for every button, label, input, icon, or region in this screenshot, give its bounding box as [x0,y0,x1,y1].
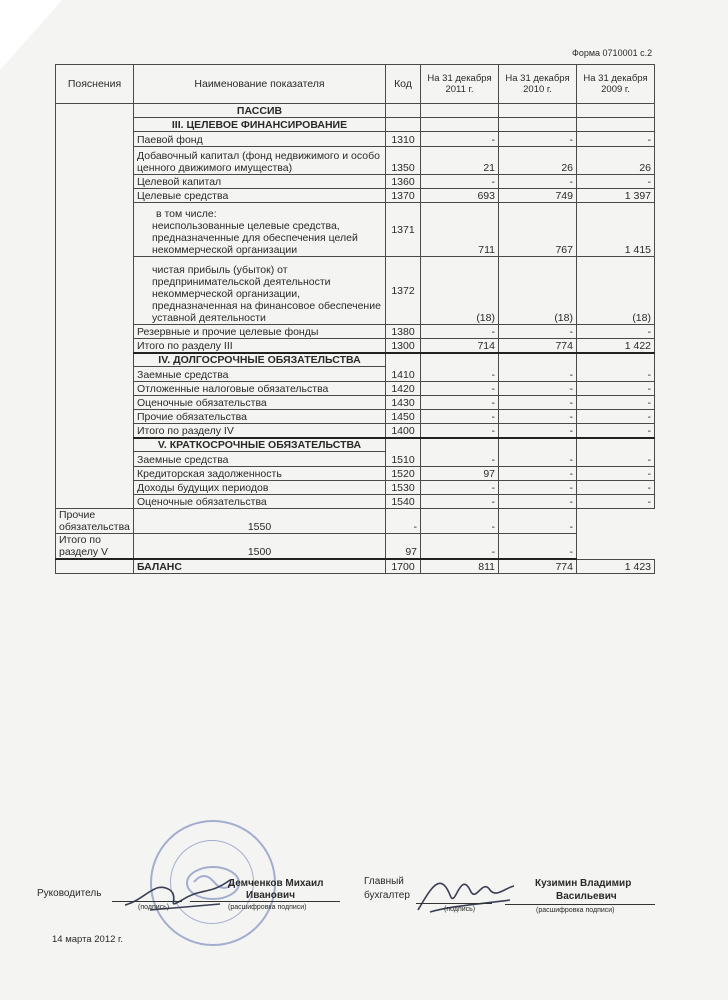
row-value-2011: - [421,495,499,509]
row-name: Отложенные налоговые обязательства [134,382,386,396]
row-name: Резервные и прочие целевые фонды [134,325,386,339]
director-signature-line [112,901,182,902]
section-4-row [56,353,655,367]
row-name: Кредиторская задолженность [134,467,386,481]
accountant-signature-caption: (подпись) [444,906,476,913]
accountant-label-line2: бухгалтер [364,890,410,901]
row-name: Прочие обязательства [56,509,134,534]
explanations-column [56,104,134,509]
row-value-2009: - [577,367,655,382]
row-code: 1372 [386,257,421,325]
table-row [56,132,655,147]
row-code: 1360 [386,175,421,189]
row-value-2009: - [577,495,655,509]
section-title: ПАССИВ [134,104,386,118]
table-header [56,65,655,104]
row-value-2011: - [421,452,499,467]
row-value-2011: - [421,481,499,495]
table-row [56,467,655,481]
header-indicator: Наименование показателя [134,65,386,104]
section-title: IV. ДОЛГОСРОЧНЫЕ ОБЯЗАТЕЛЬСТВА [134,353,386,367]
table-row [56,257,655,325]
report-date: 14 марта 2012 г. [52,934,123,945]
table-row [56,495,655,509]
row-code: 1310 [386,132,421,147]
table-row [56,189,655,203]
header-explanations: Пояснения [56,65,134,104]
row-code: 1380 [386,325,421,339]
form-number: Форма 0710001 с.2 [572,48,653,58]
section-title: III. ЦЕЛЕВОЕ ФИНАНСИРОВАНИЕ [134,118,386,132]
row-code: 1430 [386,396,421,410]
row-name: Итого по разделу IV [134,424,386,438]
table-row [56,382,655,396]
row-value-2010: (18) [499,257,577,325]
row-value-2009: (18) [577,257,655,325]
director-signature-caption: (подпись) [138,904,170,911]
row-code: 1410 [386,367,421,382]
row-value-2009: - [577,452,655,467]
row-name: Заемные средства [134,452,386,467]
row-value-2010: - [499,467,577,481]
row-name: Итого по разделу V [56,534,134,560]
header-2009: На 31 декабря 2009 г. [577,65,655,104]
section-liabilities [56,104,655,118]
table-row-total [56,534,655,560]
table-row [56,396,655,410]
row-value-2011: 714 [421,339,499,353]
table-row [56,175,655,189]
row-value-2011: - [421,382,499,396]
row-value-2009: 1 397 [577,189,655,203]
row-value-2009: - [577,175,655,189]
row-code: 1350 [386,147,421,175]
table-row [56,203,655,257]
row-value-2009: 1 423 [577,559,655,573]
row-value-2009: - [577,325,655,339]
header-code: Код [386,65,421,104]
row-value-2011: 97 [421,467,499,481]
row-value-2009: - [577,424,655,438]
director-signature-icon [120,860,250,920]
accountant-signature-line [416,903,492,904]
row-code: 1370 [386,189,421,203]
row-name: Итого по разделу III [134,339,386,353]
row-code: 1420 [386,382,421,396]
accountant-name-line1: Кузимин Владимир [535,878,632,889]
table-row [56,481,655,495]
row-name: Доходы будущих периодов [134,481,386,495]
row-value-2011: 21 [421,147,499,175]
accountant-name-line [505,904,655,905]
row-name: Заемные средства [134,367,386,382]
director-label: Руководитель [37,888,102,899]
row-value-2009: 1 422 [577,339,655,353]
section-3-row [56,118,655,132]
row-value-2009: - [499,534,577,560]
row-value-2010: - [499,132,577,147]
row-value-2010: - [499,325,577,339]
table-row [56,410,655,424]
director-name-line [190,901,340,902]
row-code: 1300 [386,339,421,353]
row-value-2009: - [577,410,655,424]
folded-corner [0,0,62,70]
row-code: 1520 [386,467,421,481]
row-name: Оценочные обязательства [134,396,386,410]
row-name: Целевой капитал [134,175,386,189]
table-row [56,325,655,339]
row-value-2010: - [499,481,577,495]
row-value-2010: - [421,509,499,534]
row-name: чистая прибыль (убыток) от предпринимательской деятельности некоммерческой организации, предназначенная на финансовое обеспечение уставной деятельности [134,257,386,325]
director-name-line1: Демченков Михаил [228,878,324,889]
row-code: 1500 [134,534,386,560]
table-row [56,452,655,467]
row-value-2011: - [421,367,499,382]
header-2010: На 31 декабря 2010 г. [499,65,577,104]
row-code: 1371 [386,203,421,257]
director-decode-caption: (расшифровка подписи) [228,904,307,911]
row-code: 1450 [386,410,421,424]
row-name: Прочие обязательства [134,410,386,424]
accountant-decode-caption: (расшифровка подписи) [536,907,615,914]
row-value-2011: - [421,396,499,410]
row-value-2010: - [499,424,577,438]
row-value-2010: - [499,382,577,396]
row-value-2009: - [577,382,655,396]
section-title: V. КРАТКОСРОЧНЫЕ ОБЯЗАТЕЛЬСТВА [134,438,386,452]
accountant-name-line2: Васильевич [556,891,617,902]
row-name: БАЛАНС [134,559,386,573]
row-value-2011: - [386,509,421,534]
row-value-2011: - [421,132,499,147]
row-value-2009: - [577,132,655,147]
row-value-2010: 774 [499,559,577,573]
row-code: 1700 [386,559,421,573]
table-row [56,147,655,175]
accountant-label-line1: Главный [364,876,404,887]
header-2011: На 31 декабря 2011 г. [421,65,499,104]
table-row-total [56,339,655,353]
row-value-2010: 767 [499,203,577,257]
row-value-2010: - [499,367,577,382]
row-value-2009: - [577,396,655,410]
row-value-2010: - [499,410,577,424]
table-row-balance [56,559,655,573]
row-value-2011: (18) [421,257,499,325]
row-name: Целевые средства [134,189,386,203]
row-value-2011: 97 [386,534,421,560]
row-value-2010: 749 [499,189,577,203]
row-code: 1550 [134,509,386,534]
row-value-2011: 693 [421,189,499,203]
row-name: в том числе: неиспользованные целевые средства, предназначенные для обеспечения целей некоммерческой организации [134,203,386,257]
row-name: Добавочный капитал (фонд недвижимого и особо ценного движимого имущества) [134,147,386,175]
section-5-row [56,438,655,452]
row-code: 1540 [386,495,421,509]
row-name: Оценочные обязательства [134,495,386,509]
row-value-2011: 811 [421,559,499,573]
row-value-2011: - [421,410,499,424]
balance-table [55,64,655,574]
table-row [56,509,655,534]
row-value-2010: - [499,452,577,467]
row-value-2010: - [499,396,577,410]
table-row [56,367,655,382]
row-value-2010: - [499,175,577,189]
row-value-2010: - [421,534,499,560]
row-value-2009: - [577,467,655,481]
director-name-line2: Иванович [246,890,296,901]
row-value-2011: - [421,175,499,189]
row-value-2010: - [499,495,577,509]
row-value-2009: - [499,509,577,534]
row-value-2009: - [577,481,655,495]
row-value-2011: - [421,325,499,339]
row-value-2010: 26 [499,147,577,175]
table-row-total [56,424,655,438]
row-value-2011: 711 [421,203,499,257]
row-value-2009: 26 [577,147,655,175]
row-value-2011: - [421,424,499,438]
row-value-2010: 774 [499,339,577,353]
row-value-2009: 1 415 [577,203,655,257]
row-code: 1400 [386,424,421,438]
row-code: 1530 [386,481,421,495]
row-code: 1510 [386,452,421,467]
row-name: Паевой фонд [134,132,386,147]
